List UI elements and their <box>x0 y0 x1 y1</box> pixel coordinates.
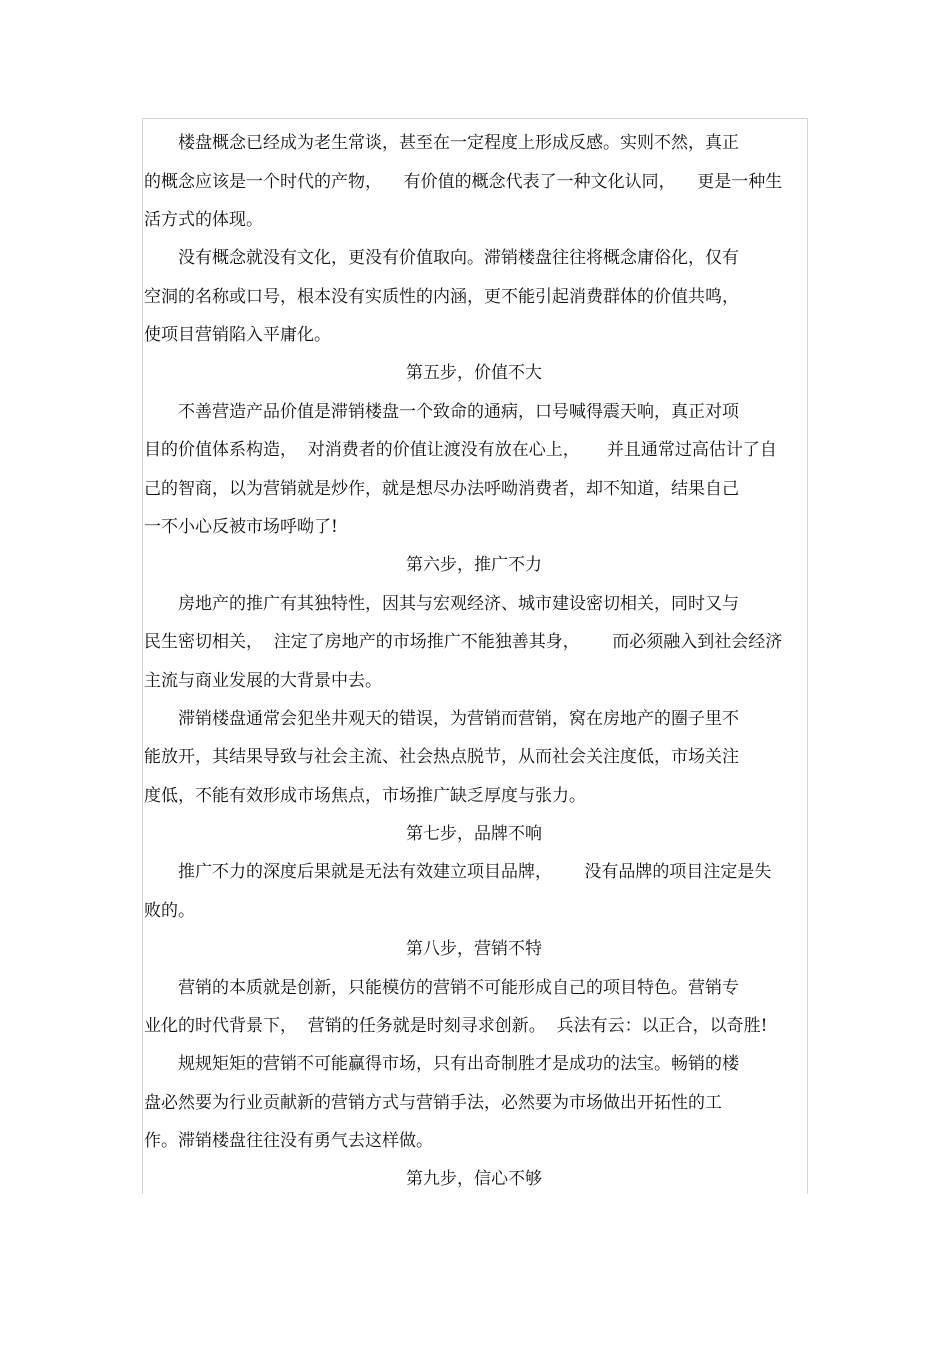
paragraph-line: 民生密切相关， 注定了房地产的市场推广不能独善其身， 而必须融入到社会经济 <box>144 632 783 652</box>
paragraph-line: 败的。 <box>144 901 195 921</box>
paragraph-line: 营销的本质就是创新，只能模仿的营销不可能形成自己的项目特色。营销专 <box>178 978 739 998</box>
section-heading: 第八步，营销不特 <box>406 939 542 959</box>
paragraph-line: 作。滞销楼盘往往没有勇气去这样做。 <box>144 1131 433 1151</box>
section-heading: 第七步，品牌不响 <box>406 824 542 844</box>
paragraph-line: 没有概念就没有文化，更没有价值取向。滞销楼盘往往将概念庸俗化，仅有 <box>178 248 739 268</box>
section-heading: 第六步，推广不力 <box>406 555 542 575</box>
paragraph-line: 业化的时代背景下， 营销的任务就是时刻寻求创新。 兵法有云：以正合，以奇胜! <box>144 1016 768 1036</box>
paragraph-line: 主流与商业发展的大背景中去。 <box>144 671 382 691</box>
section-heading: 第九步，信心不够 <box>406 1169 542 1189</box>
paragraph-line: 己的智商，以为营销就是炒作，就是想尽办法呼呦消费者，却不知道，结果自己 <box>144 479 739 499</box>
paragraph-line: 房地产的推广有其独特性，因其与宏观经济、城市建设密切相关，同时又与 <box>178 594 739 614</box>
paragraph-line: 目的价值体系构造， 对消费者的价值让渡没有放在心上， 并且通常过高估计了自 <box>144 440 777 460</box>
paragraph-line: 空洞的名称或口号，根本没有实质性的内涵，更不能引起消费群体的价值共鸣， <box>144 287 739 307</box>
paragraph-line: 楼盘概念已经成为老生常谈，甚至在一定程度上形成反感。实则不然，真正 <box>178 133 739 153</box>
section-heading: 第五步，价值不大 <box>406 363 542 383</box>
paragraph-line: 滞销楼盘通常会犯坐井观天的错误，为营销而营销，窝在房地产的圈子里不 <box>178 709 739 729</box>
paragraph-line: 盘必然要为行业贡献新的营销方式与营销手法，必然要为市场做出开拓性的工 <box>144 1093 722 1113</box>
paragraph-line: 一不小心反被市场呼呦了! <box>144 517 338 537</box>
paragraph-line: 的概念应该是一个时代的产物， 有价值的概念代表了一种文化认同， 更是一种生 <box>144 172 783 192</box>
paragraph-line: 使项目营销陷入平庸化。 <box>144 325 331 345</box>
paragraph-line: 活方式的体现。 <box>144 210 263 230</box>
paragraph-line: 度低，不能有效形成市场焦点，市场推广缺乏厚度与张力。 <box>144 786 586 806</box>
paragraph-line: 能放开，其结果导致与社会主流、社会热点脱节，从而社会关注度低，市场关注 <box>144 747 739 767</box>
paragraph-line: 推广不力的深度后果就是无法有效建立项目品牌， 没有品牌的项目注定是失 <box>178 862 772 882</box>
paragraph-line: 不善营造产品价值是滞销楼盘一个致命的通病，口号喊得震天响，真正对项 <box>178 402 739 422</box>
paragraph-line: 规规矩矩的营销不可能赢得市场，只有出奇制胜才是成功的法宝。畅销的楼 <box>178 1054 739 1074</box>
